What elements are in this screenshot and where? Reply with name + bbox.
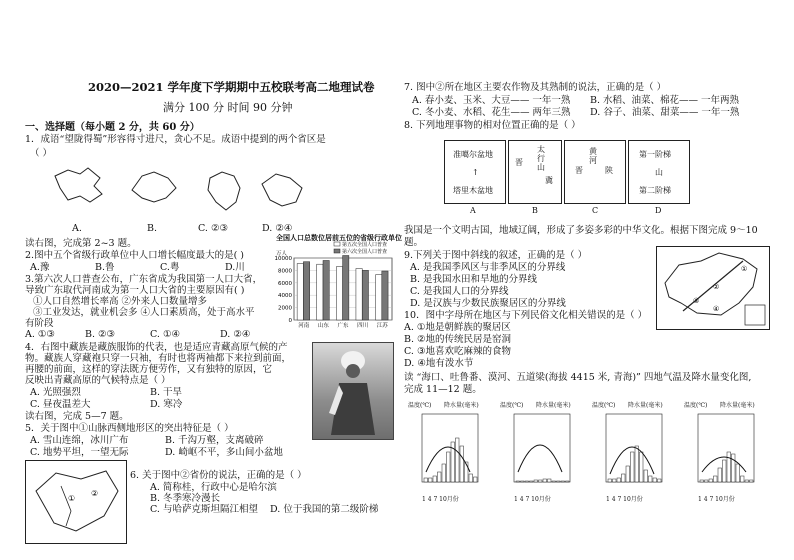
option-label-d: D. ②④: [262, 223, 293, 234]
province-outlines-figure: [50, 162, 310, 222]
climate-chart: [592, 400, 680, 508]
chart-bar: [382, 271, 388, 320]
precipitation-bar: [424, 478, 428, 482]
q8-c-river-label: 黄河: [589, 147, 597, 165]
q8-a-arrow: ↑: [472, 168, 479, 177]
precipitation-bar: [543, 479, 547, 482]
precipitation-bar: [631, 452, 635, 482]
q6-option-d: D. 位于我国的第二级阶梯: [270, 504, 379, 515]
precipitation-bar: [635, 446, 639, 482]
q7-option-b: B. 水稻、油菜、棉花—— 一年两熟: [590, 95, 740, 106]
intro-9-10-line-1: 我国是一个文明古国，地域辽阔，形成了多姿多彩的中华文化。根据下图完成 9～10: [404, 225, 758, 236]
chart-ytick-label: 2000: [278, 305, 292, 312]
svg-text:②: ②: [713, 283, 720, 291]
question-7: 7. 图中②所在地区主要农作物及其熟制的说法，正确的是（ ）: [404, 82, 667, 93]
chart-category-label: 广东: [337, 323, 349, 329]
precipitation-bar: [613, 479, 617, 482]
option-label-b: B.: [147, 223, 158, 234]
climate-plot: [510, 412, 580, 492]
chart-legend-label: 第五次全国人口普查: [342, 242, 388, 248]
q9-option-a: A. 是我国季风区与非季风区的分界线: [410, 262, 566, 273]
read-note-5-7: 读右图，完成 5—7 题。: [25, 411, 129, 422]
q2-option-a: A.豫: [30, 262, 50, 273]
province-outline-d: [262, 174, 302, 206]
q2-option-c: C.粤: [160, 262, 180, 273]
chart-title: 全国人口总数位居前五位的省级行政单位: [276, 233, 402, 242]
precipitation-bar: [718, 468, 722, 482]
precipitation-axis-label: 降水量(毫米): [628, 402, 663, 409]
q4-option-c: C. 昼夜温差大: [30, 399, 91, 410]
precipitation-bar: [640, 452, 644, 482]
q2-option-d: D.川: [225, 262, 245, 273]
precipitation-bar: [460, 446, 464, 482]
q5-option-a: A. 雪山连绵，冰川广布: [30, 435, 129, 446]
bar-chart-svg: [268, 232, 398, 332]
chart-category-label: 山东: [317, 323, 329, 329]
temperature-axis-label: 温度(℃): [592, 402, 616, 409]
q8-b-right-label: 冀: [545, 176, 553, 185]
question-3-line-4: ③工业发达，就业机会多 ④人口素质高，处于高水平: [33, 307, 255, 318]
q5-option-c: C. 地势平坦，一望无际: [30, 447, 129, 458]
q3-option-c: C. ①④: [150, 329, 181, 340]
temperature-curve: [518, 445, 562, 472]
q4-option-d: D. 寒冷: [150, 399, 183, 410]
svg-text:①: ①: [68, 494, 76, 503]
precipitation-bar: [644, 470, 648, 482]
chart-category-label: 江苏: [376, 323, 388, 329]
q8-diagram-d: [628, 140, 690, 204]
temperature-axis-label: 温度(℃): [500, 402, 524, 409]
question-6: 6. 关于图中②省份的说法，正确的是（ ）: [130, 470, 307, 481]
chart-ytick-label: 8000: [278, 268, 292, 275]
chart-legend-swatch: [334, 249, 340, 253]
temperature-axis-label: 温度(℃): [684, 402, 708, 409]
precipitation-bar: [566, 481, 570, 482]
question-10: 10．图中字母所在地区与下列民俗文化相关错误的是（ ）: [404, 310, 648, 321]
q10-option-c: C. ③地喜欢吃麻辣的食物: [404, 346, 511, 357]
precipitation-bar: [653, 478, 657, 482]
q6-option-b: B. 冬季寒冷漫长: [150, 493, 221, 504]
exam-subtitle: 满分 100 分 时间 90 分钟: [163, 101, 293, 114]
q9-option-c: C. 是我国人口的分界线: [410, 286, 509, 297]
q8-b-mountain-label: 太行山: [537, 145, 545, 172]
q8-letter-c: C: [592, 206, 599, 215]
region-map-svg: [26, 461, 126, 543]
climate-chart: [408, 400, 496, 508]
chart-bar: [303, 262, 309, 320]
question-1-paren: （ ）: [30, 148, 53, 159]
q7-option-a: A. 春小麦、玉米、大豆—— 一年一熟: [412, 95, 571, 106]
question-1: 1．成语“望陇得蜀”形容得寸进尺，贪心不足。成语中提到的两个省区是: [25, 134, 326, 145]
precipitation-bar: [617, 478, 621, 482]
precipitation-bar: [530, 481, 534, 482]
climate-chart: [500, 400, 588, 508]
q3-option-d: D. ②④: [220, 329, 251, 340]
q10-option-a: A. ①地是朝鲜族的聚居区: [404, 322, 511, 333]
china-map: [656, 246, 770, 330]
section-heading: 一、选择题（每小题 2 分，共 60 分）: [25, 122, 200, 133]
precipitation-bar: [525, 481, 529, 482]
precipitation-bar: [736, 464, 740, 482]
chart-category-label: 四川: [357, 323, 369, 329]
q5-option-d: D. 崎岖不平，多山间小盆地: [165, 447, 283, 458]
q8-d-mid-label: 山: [655, 168, 663, 177]
q8-a-top-label: 准噶尔盆地: [453, 150, 493, 159]
q8-d-bottom-label: 第二阶梯: [639, 186, 671, 195]
chart-legend-label: 第六次全国人口普查: [342, 249, 388, 255]
chart-ytick-label: 4000: [278, 293, 292, 300]
question-3-line-5: 有阶段: [25, 318, 54, 329]
precipitation-bar: [552, 481, 556, 482]
precipitation-bar: [727, 452, 731, 482]
question-4-line-3: 再腰的前面，这样的穿法既方便劳作，又有独特的原因，它: [25, 364, 273, 375]
chart-legend-swatch: [334, 242, 340, 246]
question-3-line-2: 导致广东取代河南成为第一人口大省的主要原因有( ): [25, 285, 245, 296]
intro-9-10-line-2: 题。: [404, 237, 424, 248]
question-4-line-4: 反映出青藏高原的气候特点是（ ）: [25, 375, 171, 386]
chart-ytick-label: 6000: [278, 280, 292, 287]
precipitation-bar: [723, 460, 727, 482]
precipitation-bar: [447, 452, 451, 482]
q2-option-b: B.鲁: [95, 262, 115, 273]
q8-letter-b: B: [532, 206, 538, 215]
precipitation-bar: [474, 477, 478, 482]
climate-plot: [694, 412, 764, 492]
month-axis-label: 1 4 7 10月份: [422, 496, 459, 503]
chart-bar: [323, 260, 329, 320]
precipitation-bar: [705, 480, 709, 482]
precipitation-bar: [516, 481, 520, 482]
region-map: [25, 460, 127, 544]
chart-category-label: 河南: [298, 323, 310, 329]
precipitation-axis-label: 降水量(毫米): [536, 402, 571, 409]
precipitation-bar: [534, 480, 538, 482]
precipitation-bar: [429, 478, 433, 482]
precipitation-bar: [709, 479, 713, 482]
chart-ytick-label: 0: [288, 318, 292, 324]
chart-unit-label: 万人: [276, 251, 288, 257]
month-axis-label: 1 4 7 10月份: [606, 496, 643, 503]
svg-text:③: ③: [693, 297, 700, 305]
q8-a-bottom-label: 塔里木盆地: [453, 186, 493, 195]
q6-option-a: A. 简称桂，行政中心是哈尔滨: [150, 482, 277, 493]
population-bar-chart: [268, 232, 402, 332]
q9-option-d: D. 是汉族与少数民族聚居区的分界线: [410, 298, 566, 309]
climate-plot: [602, 412, 672, 492]
q10-option-d: D. ④地有泼水节: [404, 358, 474, 369]
chart-bar: [376, 275, 382, 320]
option-label-a: A.: [72, 223, 82, 234]
q10-option-b: B. ②地的传统民居是窑洞: [404, 334, 512, 345]
precipitation-bar: [622, 474, 626, 482]
q7-option-c: C. 冬小麦、水稻、花生—— 两年三熟: [412, 107, 571, 118]
province-outline-c: [208, 172, 240, 210]
precipitation-bar: [658, 479, 662, 482]
precipitation-bar: [539, 480, 543, 482]
precipitation-bar: [741, 476, 745, 482]
climate-chart: [684, 400, 772, 508]
precipitation-bar: [732, 454, 736, 482]
precipitation-bar: [456, 438, 460, 482]
q8-letter-d: D: [655, 206, 662, 215]
chart-bar: [362, 270, 368, 320]
q8-d-top-label: 第一阶梯: [639, 150, 671, 159]
q7-option-d: D. 谷子、油菜、甜菜—— 一年一熟: [590, 107, 740, 118]
precipitation-bar: [700, 480, 704, 482]
tibetan-costume-photo: [312, 342, 394, 440]
chart-bar: [356, 269, 362, 320]
q3-option-a: A. ①③: [25, 329, 55, 340]
q9-option-b: B. 是我国水田和旱地的分界线: [410, 274, 538, 285]
q8-letter-a: A: [470, 206, 476, 215]
precipitation-bar: [750, 480, 754, 482]
question-3-line-3: ①人口自然增长率高 ②外来人口数量增多: [33, 296, 208, 307]
precipitation-bar: [442, 464, 446, 482]
precipitation-bar: [548, 479, 552, 482]
precipitation-bar: [745, 480, 749, 482]
svg-text:②: ②: [91, 489, 99, 498]
q5-option-b: B. 千沟万壑，支离破碎: [165, 435, 264, 446]
month-axis-label: 1 4 7 10月份: [698, 496, 735, 503]
question-5: 5．关于图中①山脉西侧地形区的突出特征是（ ）: [25, 423, 234, 434]
question-8: 8. 下列地理事物的相对位置正确的是（ ）: [404, 120, 581, 131]
chart-bar: [317, 264, 323, 320]
intro-11-12-line-1: 读 “海口、吐鲁番、漠河、五道梁(海拔 4415 米, 青海)” 四地气温及降水量变化图,: [404, 372, 752, 383]
precipitation-bar: [714, 476, 718, 482]
person-silhouette-icon: [313, 343, 393, 439]
chart-bar: [343, 256, 349, 320]
q4-option-a: A. 光照强烈: [30, 387, 81, 398]
q8-diagram-a: [444, 140, 506, 204]
q4-option-b: B. 干旱: [150, 387, 183, 398]
precipitation-axis-label: 降水量(毫米): [444, 402, 479, 409]
precipitation-bar: [521, 481, 525, 482]
temperature-axis-label: 温度(℃): [408, 402, 432, 409]
precipitation-bar: [608, 479, 612, 482]
chart-bar: [297, 264, 303, 320]
month-axis-label: 1 4 7 10月份: [514, 496, 551, 503]
precipitation-bar: [649, 476, 653, 482]
precipitation-bar: [626, 466, 630, 482]
q8-diagram-b: [508, 140, 562, 204]
province-outline-b: [132, 172, 176, 202]
china-map-svg: [657, 247, 769, 329]
chart-ytick-label: 10000: [274, 256, 292, 262]
province-outline-a: [55, 168, 102, 202]
q3-option-b: B. ②③: [85, 329, 116, 340]
exam-title: 2020—2021 学年度下学期期中五校联考高二地理试卷: [88, 80, 375, 94]
question-4-line-2: 物。藏族人穿藏袍只穿一只袖，有时也将两袖都下来拉到前面，: [25, 353, 292, 364]
chart-bar: [336, 267, 342, 320]
q8-c-right-label: 陕: [605, 166, 613, 175]
question-4-line-1: 4．右图中藏族是藏族服饰的代表，也是适应青藏高原气候的产: [25, 342, 288, 353]
climate-charts: [408, 400, 778, 510]
intro-11-12-line-2: 完成 11—12 题。: [404, 384, 482, 395]
precipitation-axis-label: 降水量(毫米): [720, 402, 755, 409]
question-3-line-1: 3.第六次人口普查公布，广东省成为我国第一人口大省，: [25, 274, 263, 285]
q8-diagram-c: [564, 140, 626, 204]
q8-b-left-label: 晋: [515, 158, 523, 167]
precipitation-bar: [438, 472, 442, 482]
read-note-2-3: 读右图，完成第 2~3 题。: [25, 238, 137, 249]
climate-plot: [418, 412, 488, 492]
precipitation-bar: [561, 481, 565, 482]
option-label-c: C. ②③: [198, 223, 229, 234]
q8-c-left-label: 晋: [575, 166, 583, 175]
precipitation-bar: [557, 481, 561, 482]
q6-option-c: C. 与哈萨克斯坦隔江相望: [150, 504, 258, 515]
svg-text:①: ①: [741, 265, 748, 273]
question-2: 2.图中五个省级行政单位中人口增长幅度最大的是( ): [25, 250, 244, 261]
svg-text:④: ④: [713, 305, 720, 313]
question-9: 9.下列关于图中斜线的叙述，正确的是（ ）: [404, 250, 588, 261]
precipitation-bar: [469, 474, 473, 482]
precipitation-bar: [433, 476, 437, 482]
